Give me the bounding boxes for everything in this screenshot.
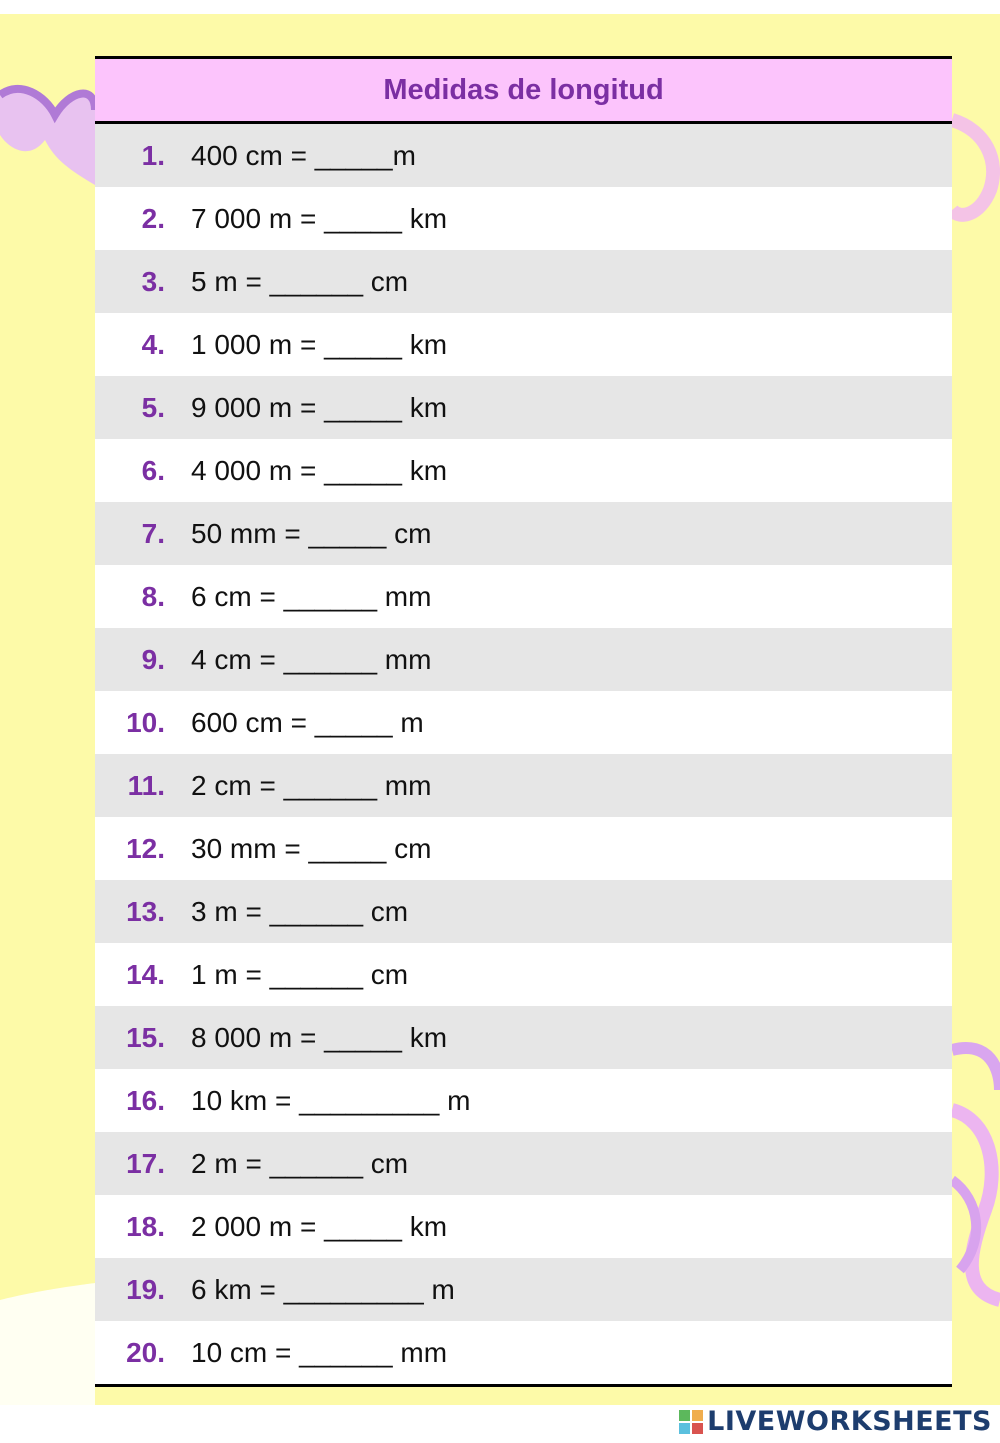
exercise-number: 14. [126,958,165,990]
exercise-number: 8. [141,580,165,612]
exercise-text: 50 mm = _____ cm [191,517,432,549]
exercise-number: 16. [126,1084,165,1116]
exercise-number: 12. [126,832,165,864]
exercise-number: 10. [126,706,165,738]
worksheet-table [95,56,952,1387]
logo-text: LIVEWORKSHEETS [707,1406,992,1437]
exercise-row [95,313,952,376]
exercise-row [95,628,952,691]
exercise-row [95,1069,952,1132]
exercise-text: 7 000 m = _____ km [191,202,448,234]
exercise-row [95,1258,952,1321]
worksheet-title: Medidas de longitud [95,59,952,124]
exercise-text: 1 000 m = _____ km [191,328,448,360]
exercise-row [95,124,952,187]
exercise-row [95,250,952,313]
exercise-text: 1 m = ______ cm [191,958,409,990]
exercise-text: 2 m = ______ cm [191,1147,409,1179]
exercise-number: 4. [141,328,165,360]
exercise-number: 5. [141,391,165,423]
exercise-text: 3 m = ______ cm [191,895,409,927]
exercise-row [95,376,952,439]
exercise-number: 20. [126,1336,165,1368]
exercise-number: 7. [141,517,165,549]
exercise-text: 9 000 m = _____ km [191,391,448,423]
exercise-number: 15. [126,1021,165,1053]
exercise-row [95,1006,952,1069]
exercise-row [95,817,952,880]
liveworksheets-logo [679,1406,992,1437]
exercise-row [95,1195,952,1258]
exercise-text: 6 km = _________ m [191,1273,455,1305]
exercise-number: 17. [126,1147,165,1179]
exercise-number: 13. [126,895,165,927]
exercise-text: 6 cm = ______ mm [191,580,432,612]
exercise-number: 19. [126,1273,165,1305]
exercise-number: 18. [126,1210,165,1242]
exercise-text: 30 mm = _____ cm [191,832,432,864]
exercise-text: 400 cm = _____m [191,139,416,171]
exercise-row [95,754,952,817]
exercise-text: 2 000 m = _____ km [191,1210,448,1242]
exercise-row [95,439,952,502]
exercise-number: 6. [141,454,165,486]
exercise-row [95,943,952,1006]
exercise-number: 3. [141,265,165,297]
exercise-number: 9. [141,643,165,675]
exercise-row [95,502,952,565]
exercise-row [95,691,952,754]
exercise-text: 600 cm = _____ m [191,706,424,738]
exercise-row [95,1132,952,1195]
exercise-text: 10 km = _________ m [191,1084,471,1116]
exercise-text: 2 cm = ______ mm [191,769,432,801]
exercise-row [95,187,952,250]
exercise-row [95,565,952,628]
exercise-number: 11. [127,769,165,801]
exercise-text: 8 000 m = _____ km [191,1021,448,1053]
exercise-row [95,880,952,943]
exercise-text: 4 000 m = _____ km [191,454,448,486]
logo-icon [679,1410,703,1434]
exercise-text: 10 cm = ______ mm [191,1336,448,1368]
exercise-number: 1. [141,139,165,171]
exercise-list [95,124,952,1384]
exercise-text: 5 m = ______ cm [191,265,409,297]
exercise-text: 4 cm = ______ mm [191,643,432,675]
exercise-number: 2. [141,202,165,234]
exercise-row [95,1321,952,1384]
